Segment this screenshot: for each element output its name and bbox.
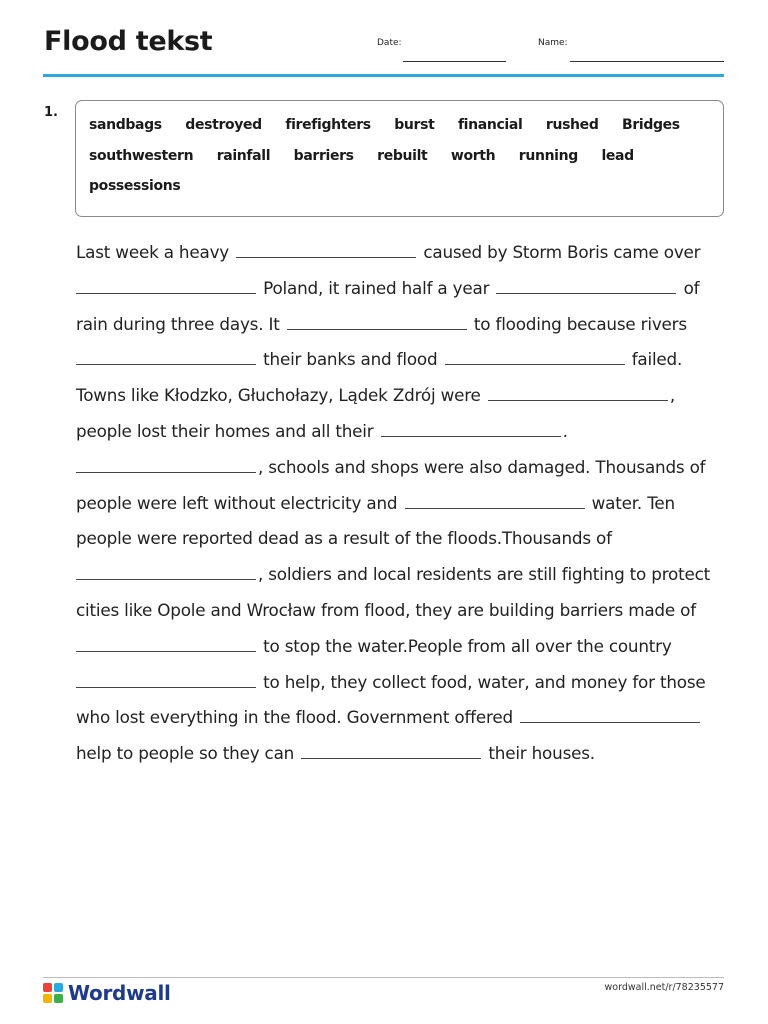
passage-line bbox=[76, 378, 726, 414]
answer-blank[interactable] bbox=[301, 745, 481, 759]
header-divider bbox=[43, 74, 724, 77]
word-bank-item[interactable]: sandbags bbox=[89, 117, 162, 133]
passage-text: failed. bbox=[631, 349, 683, 370]
passage-line bbox=[76, 665, 726, 701]
word-bank-item[interactable]: lead bbox=[601, 147, 634, 164]
passage-text: water. Ten bbox=[591, 492, 675, 513]
answer-blank[interactable] bbox=[496, 280, 676, 294]
answer-blank[interactable] bbox=[76, 280, 256, 294]
brand-name: Wordwall bbox=[68, 981, 171, 1005]
answer-blank[interactable] bbox=[488, 387, 668, 401]
answer-blank[interactable] bbox=[236, 244, 416, 258]
passage bbox=[76, 235, 726, 772]
passage-text: Towns like Kłodzko, Głuchołazy, Lądek Zdrój were bbox=[76, 385, 481, 406]
passage-line bbox=[76, 235, 726, 271]
question-number: 1. bbox=[44, 105, 58, 120]
passage-text: cities like Opole and Wrocław from flood, they are building barriers made of bbox=[76, 599, 696, 620]
word-bank-item[interactable]: running bbox=[518, 147, 578, 164]
word-bank-item[interactable]: rainfall bbox=[216, 147, 271, 164]
footer-url[interactable]: wordwall.net/r/78235577 bbox=[604, 982, 724, 993]
date-line[interactable] bbox=[403, 61, 506, 62]
answer-blank[interactable] bbox=[76, 674, 256, 688]
passage-text: their houses. bbox=[488, 743, 595, 764]
passage-line bbox=[76, 629, 726, 665]
passage-text: who lost everything in the flood. Government offered bbox=[76, 707, 513, 728]
word-bank-item[interactable]: firefighters bbox=[285, 117, 371, 133]
date-label: Date: bbox=[377, 38, 402, 48]
answer-blank[interactable] bbox=[381, 423, 561, 437]
passage-line bbox=[76, 450, 726, 486]
wordwall-logo[interactable] bbox=[43, 981, 171, 1005]
passage-text: , schools and shops were also damaged. Thousands of bbox=[258, 456, 706, 477]
passage-line bbox=[76, 271, 726, 307]
answer-blank[interactable] bbox=[76, 459, 256, 473]
footer-divider bbox=[43, 977, 724, 978]
passage-text: to help, they collect food, water, and money for those bbox=[263, 671, 706, 692]
answer-blank[interactable] bbox=[76, 638, 256, 652]
passage-text: to flooding because rivers bbox=[473, 313, 687, 334]
name-line[interactable] bbox=[570, 61, 724, 62]
word-bank-item[interactable]: rushed bbox=[545, 117, 599, 133]
word-bank-item[interactable]: Bridges bbox=[622, 117, 680, 133]
answer-blank[interactable] bbox=[76, 566, 256, 580]
passage-line bbox=[76, 736, 726, 772]
wordwall-logo-icon bbox=[43, 983, 63, 1003]
passage-line bbox=[76, 521, 726, 557]
passage-line bbox=[76, 700, 726, 736]
answer-blank[interactable] bbox=[287, 316, 467, 330]
passage-text: , soldiers and local residents are still fighting to protect bbox=[258, 564, 711, 585]
passage-text: to stop the water.People from all over the country bbox=[263, 635, 672, 656]
passage-line bbox=[76, 557, 726, 593]
passage-text: of bbox=[683, 277, 700, 298]
word-bank bbox=[75, 100, 724, 217]
passage-line bbox=[76, 486, 726, 522]
passage-text: . bbox=[562, 420, 568, 441]
passage-text: people were left without electricity and bbox=[76, 492, 398, 513]
passage-text: help to people so they can bbox=[76, 743, 295, 764]
passage-line bbox=[76, 414, 726, 450]
worksheet-title: Flood tekst bbox=[44, 26, 213, 57]
passage-line bbox=[76, 307, 726, 343]
passage-text: Last week a heavy bbox=[76, 242, 230, 262]
word-bank-item[interactable]: southwestern bbox=[89, 147, 194, 164]
name-label: Name: bbox=[538, 38, 568, 48]
passage-text: their banks and flood bbox=[263, 349, 438, 370]
passage-text: people lost their homes and all their bbox=[76, 420, 374, 441]
answer-blank[interactable] bbox=[76, 351, 256, 365]
word-bank-item[interactable]: burst bbox=[394, 117, 435, 133]
word-bank-item[interactable]: possessions bbox=[89, 178, 181, 194]
word-bank-item[interactable]: worth bbox=[450, 147, 496, 164]
passage-text: , bbox=[669, 385, 675, 406]
answer-blank[interactable] bbox=[405, 495, 585, 509]
word-bank-item[interactable]: financial bbox=[457, 117, 523, 133]
word-bank-item[interactable]: rebuilt bbox=[377, 147, 428, 164]
passage-line bbox=[76, 593, 726, 629]
passage-line bbox=[76, 342, 726, 378]
passage-text: people were reported dead as a result of the floods.Thousands of bbox=[76, 528, 612, 549]
passage-text: Poland, it rained half a year bbox=[263, 277, 490, 298]
passage-text: rain during three days. It bbox=[76, 313, 280, 334]
answer-blank[interactable] bbox=[445, 351, 625, 365]
answer-blank[interactable] bbox=[520, 709, 700, 723]
word-bank-item[interactable]: barriers bbox=[293, 147, 354, 164]
word-bank-item[interactable]: destroyed bbox=[185, 117, 262, 133]
passage-text: caused by Storm Boris came over bbox=[423, 242, 701, 262]
